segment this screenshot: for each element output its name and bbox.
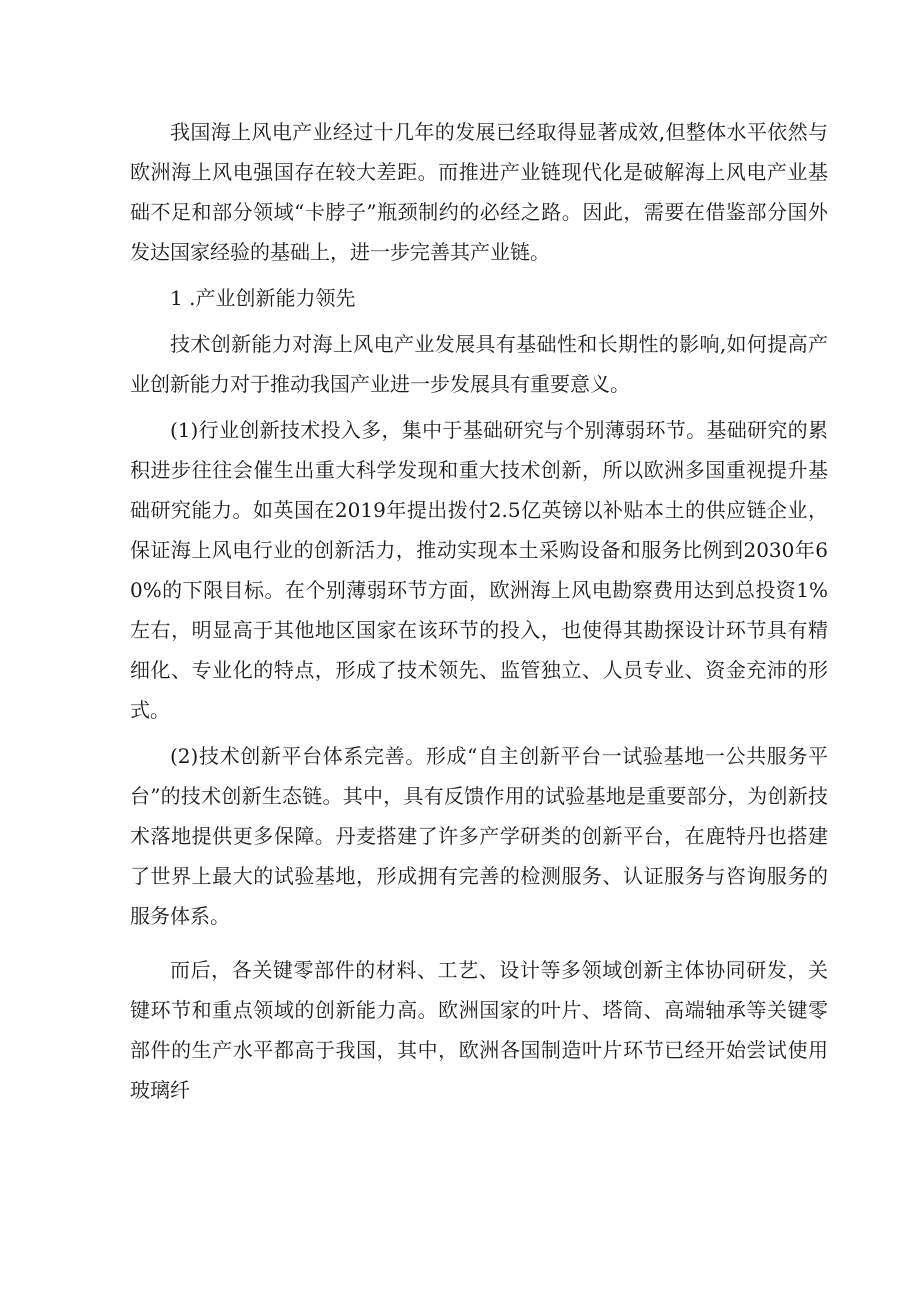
section-heading-1: 1 .产业创新能力领先 <box>170 286 356 310</box>
paragraph-item-1: (1)行业创新技术投入多，集中于基础研究与个别薄弱环节。基础研究的累积进步往往会催生出重大科学发现和重大技术创新，所以欧洲多国重视提升基础研究能力。如英国在2019年提出拨付2.5亿英镑以补贴本土的供应链企业，保证海上风电行业的创新活力，推动实现本土采购设备和服务比例到2030年60%的下限目标。在个别薄弱环节方面，欧洲海上风电勘察费用达到总投资1%左右，明显高于其他地区国家在该环节的投入，也使得其勘探设计环节具有精细化、专业化的特点，形成了技术领先、监管独立、人员专业、资金充沛的形式。 <box>130 418 828 722</box>
paragraph-innovation: 技术创新能力对海上风电产业发展具有基础性和长期性的影响,如何提高产业创新能力对于推动我国产业进一步发展具有重要意义。 <box>130 332 828 396</box>
paragraph-components: 而后，各关键零部件的材料、工艺、设计等多领域创新主体协同研发，关键环节和重点领域的创新能力高。欧洲国家的叶片、塔筒、高端轴承等关键零部件的生产水平都高于我国，其中，欧洲各国制造叶片环节已经开始尝试使用玻璃纤 <box>130 958 828 1102</box>
paragraph-intro: 我国海上风电产业经过十几年的发展已经取得显著成效,但整体水平依然与欧洲海上风电强国存在较大差距。而推进产业链现代化是破解海上风电产业基础不足和部分领域“卡脖子”瓶颈制约的必经之路。因此，需要在借鉴部分国外发达国家经验的基础上，进一步完善其产业链。 <box>130 120 828 264</box>
document-body <box>130 112 828 1116</box>
paragraph-item-2: (2)技术创新平台体系完善。形成“自主创新平台一试验基地一公共服务平台”的技术创新生态链。其中，具有反馈作用的试验基地是重要部分，为创新技术落地提供更多保障。丹麦搭建了许多产学研类的创新平台，在鹿特丹也搭建了世界上最大的试验基地，形成拥有完善的检测服务、认证服务与咨询服务的服务体系。 <box>130 744 828 928</box>
